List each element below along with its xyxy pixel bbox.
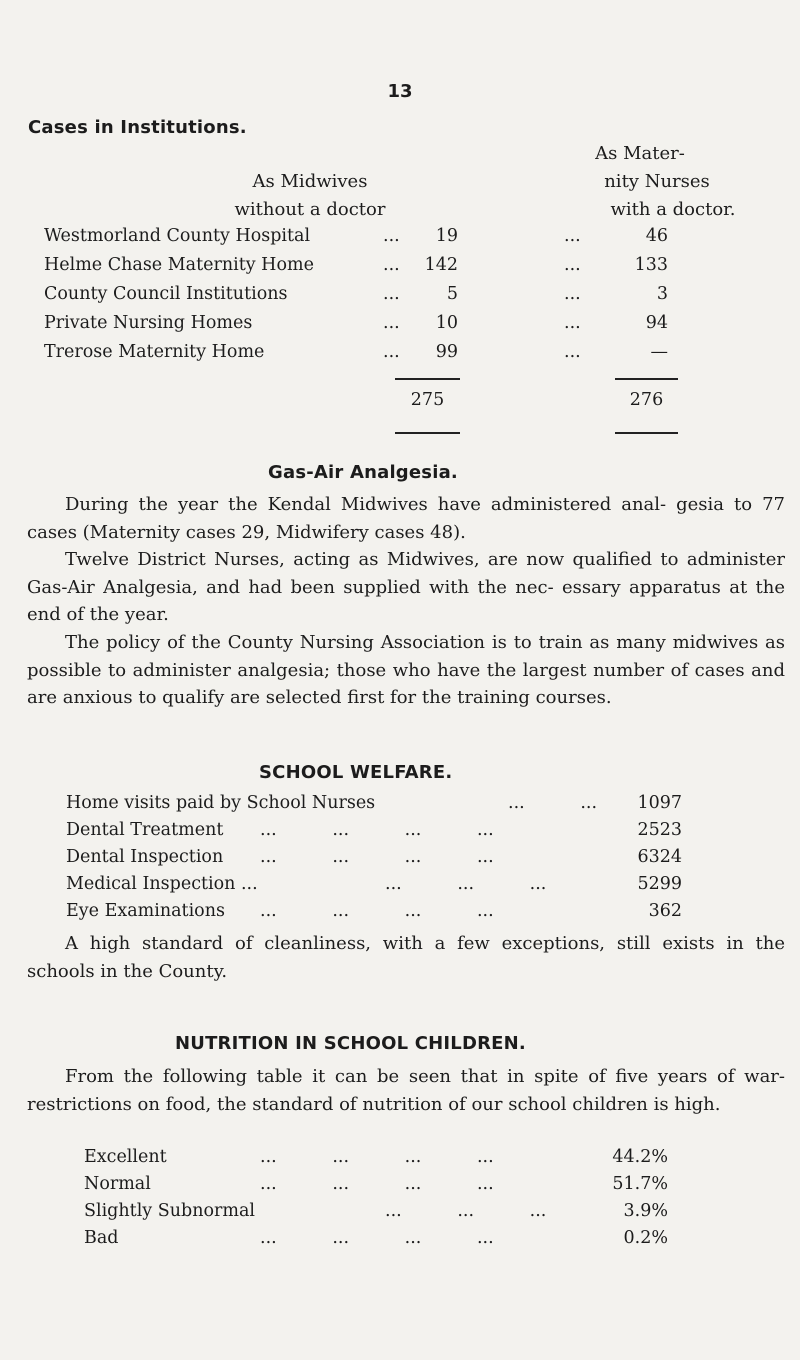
list-item-value: 0.2% (623, 1228, 668, 1248)
school-welfare-heading: SCHOOL WELFARE. (259, 762, 453, 783)
list-item-label: Dental Inspection (66, 847, 224, 867)
col2-header-line1: As Mater- (595, 143, 685, 164)
list-item-value: 5299 (637, 874, 682, 894)
table-row-separator: ... (564, 313, 581, 333)
table-row-nurses: 46 (645, 226, 668, 246)
page-number: 13 (387, 81, 413, 102)
table-row-leader: ... (383, 255, 400, 275)
gas-air-paragraph-3: The policy of the County Nursing Association is to train as many midwives as possible to administer analgesia; those who have the largest number of cases and are anxious to qualify are selected first for the training courses. (27, 632, 785, 708)
list-item-value: 1097 (637, 793, 682, 813)
list-item-leader: ... ... ... ... (260, 1174, 494, 1194)
list-item-leader: ... ... ... (385, 1201, 547, 1221)
institutions-heading: Cases in Institutions. (28, 117, 247, 138)
list-item-label: Medical Inspection ... (66, 874, 258, 894)
table-row-name: County Council Institutions (44, 284, 288, 304)
col2-header-line3: with a doctor. (610, 199, 736, 220)
col1-header-line2: without a doctor (234, 199, 386, 220)
list-item-label: Bad (84, 1228, 119, 1248)
table-row-separator: ... (564, 255, 581, 275)
table-row-nurses: 94 (645, 313, 668, 333)
list-item-label: Excellent (84, 1147, 167, 1167)
gas-air-paragraph-2: Twelve District Nurses, acting as Midwives, are now qualified to administer Gas-Air Analgesia, and had been supplied with the nec- essary apparatus at the end of the year. (27, 549, 785, 625)
list-item-value: 2523 (637, 820, 682, 840)
table-row-leader: ... (383, 313, 400, 333)
total-midwives: 275 (410, 390, 445, 410)
list-item-leader: ... ... ... ... (260, 820, 494, 840)
table-row-separator: ... (564, 342, 581, 362)
table-row-midwives: 10 (435, 313, 458, 333)
table-row-leader: ... (383, 342, 400, 362)
nutrition-intro: From the following table it can be seen that in spite of five years of war-restrictions on food, the standard of nutrition of our school children is high. (27, 1066, 785, 1115)
gas-air-heading: Gas-Air Analgesia. (268, 462, 458, 483)
list-item-label: Eye Examinations (66, 901, 225, 921)
table-row-name: Helme Chase Maternity Home (44, 255, 314, 275)
table-row-leader: ... (383, 226, 400, 246)
list-item-value: 3.9% (623, 1201, 668, 1221)
table-row-nurses: — (650, 342, 668, 362)
total-rule-top-right (615, 378, 678, 380)
list-item-label: Slightly Subnormal (84, 1201, 255, 1221)
list-item-leader: ... ... ... ... (260, 847, 494, 867)
table-row-nurses: 3 (656, 284, 668, 304)
table-row-nurses: 133 (634, 255, 668, 275)
table-row-leader: ... (383, 284, 400, 304)
total-rule-top-left (395, 378, 460, 380)
list-item-leader: ... ... (508, 793, 598, 813)
total-rule-bottom-right (615, 432, 678, 434)
list-item-label: Home visits paid by School Nurses (66, 793, 376, 813)
table-row-midwives: 99 (435, 342, 458, 362)
table-row-name: Westmorland County Hospital (44, 226, 311, 246)
table-row-midwives: 5 (446, 284, 458, 304)
list-item-leader: ... ... ... ... (260, 901, 494, 921)
table-row-name: Trerose Maternity Home (44, 342, 265, 362)
col2-header-line2: nity Nurses (604, 171, 710, 192)
table-row-separator: ... (564, 284, 581, 304)
list-item-leader: ... ... ... (385, 874, 547, 894)
table-row-midwives: 19 (435, 226, 458, 246)
list-item-leader: ... ... ... ... (260, 1147, 494, 1167)
list-item-label: Normal (84, 1174, 151, 1194)
total-rule-bottom-left (395, 432, 460, 434)
list-item-value: 362 (648, 901, 682, 921)
list-item-label: Dental Treatment (66, 820, 224, 840)
total-nurses: 276 (629, 390, 664, 410)
school-welfare-note: A high standard of cleanliness, with a few exceptions, still exists in the schools in the County. (27, 933, 785, 982)
table-row-midwives: 142 (424, 255, 458, 275)
col1-header-line1: As Midwives (252, 171, 368, 192)
table-row-separator: ... (564, 226, 581, 246)
list-item-value: 6324 (637, 847, 682, 867)
gas-air-paragraph-1: During the year the Kendal Midwives have administered anal- gesia to 77 cases (Maternity cases 29, Midwifery cases 48). (27, 494, 785, 543)
list-item-value: 51.7% (612, 1174, 668, 1194)
table-row-name: Private Nursing Homes (44, 313, 253, 333)
nutrition-heading: NUTRITION IN SCHOOL CHILDREN. (175, 1033, 526, 1054)
list-item-value: 44.2% (612, 1147, 668, 1167)
list-item-leader: ... ... ... ... (260, 1228, 494, 1248)
